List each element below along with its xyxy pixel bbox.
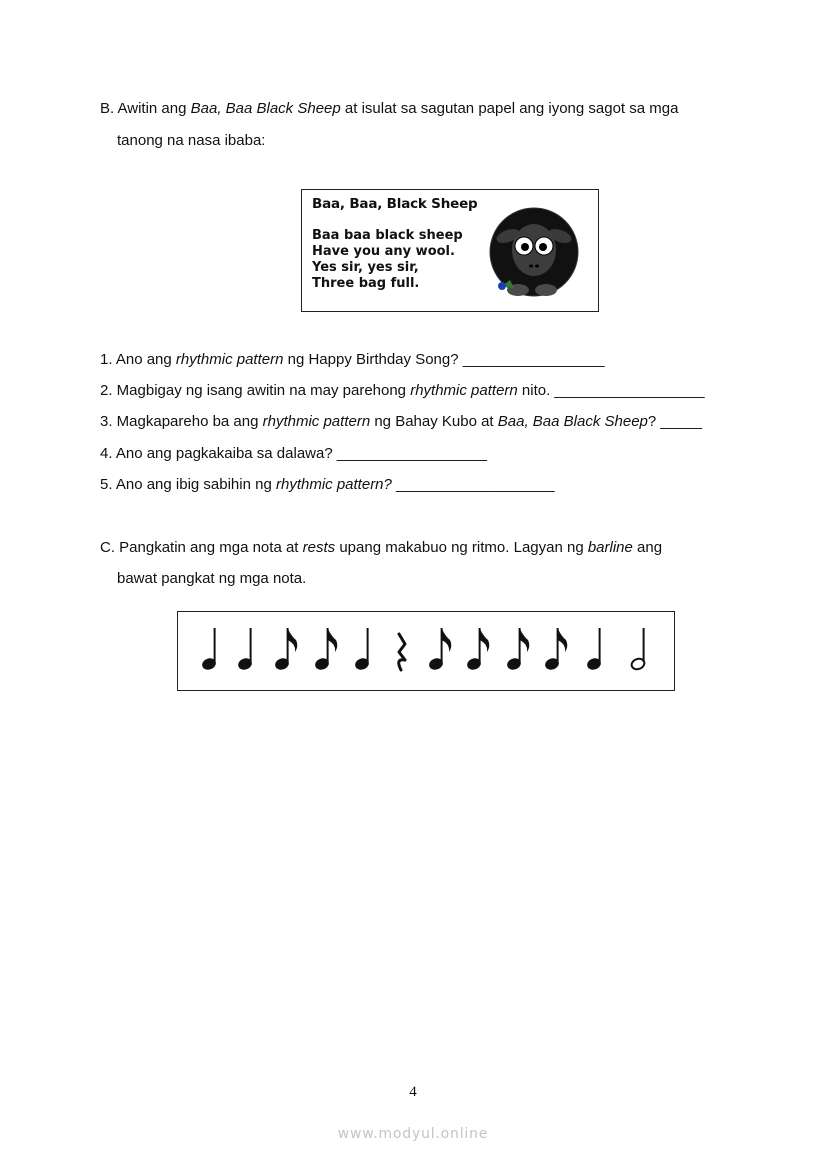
section-b-text: B. Awitin ang (100, 100, 191, 117)
section-c-instruction-cont: bawat pangkat ng mga nota. (117, 570, 307, 587)
page-number: 4 (409, 1084, 417, 1100)
q1-text: 1. Ano ang (100, 351, 176, 368)
eighth-note-icon (506, 628, 529, 671)
quarter-note-icon (237, 628, 253, 671)
eighth-note-icon (314, 628, 337, 671)
song-box-title: Baa, Baa, Black Sheep (312, 196, 478, 212)
eighth-note-icon (466, 628, 489, 671)
q3-term: rhythmic pattern (262, 413, 371, 430)
section-b-text-end: at isulat sa sagutan papel ang iyong sagot sa mga (340, 100, 679, 117)
question-2 (100, 382, 705, 400)
lyric-line-1: Baa baa black sheep (312, 228, 463, 243)
watermark: www.modyul.online (337, 1126, 489, 1142)
lyric-line-2: Have you any wool. (312, 244, 455, 259)
song-box (301, 189, 599, 312)
section-c-instruction (100, 539, 662, 557)
lyric-line-3: Yes sir, yes sir, (312, 260, 419, 275)
question-4: 4. Ano ang pagkakaiba sa dalawa? __________________ (100, 445, 488, 462)
q3-text: 3. Magkapareho ba ang (100, 413, 263, 430)
black-sheep-image (488, 206, 582, 300)
notes-box (177, 611, 675, 691)
notes-staff (178, 612, 674, 690)
q5-text: 5. Ano ang ibig sabihin ng (100, 476, 276, 493)
section-c-text: C. Pangkatin ang mga nota at (100, 539, 303, 556)
half-note-icon (630, 628, 646, 671)
q1-blank: ng Happy Birthday Song? _________________ (283, 351, 605, 368)
question-1 (100, 351, 605, 369)
eighth-note-icon (274, 628, 297, 671)
lyric-line-4: Three bag full. (312, 276, 420, 291)
term-rests: rests (302, 539, 336, 556)
eighth-note-icon (544, 628, 567, 671)
section-b-instruction-cont: tanong na nasa ibaba: (117, 132, 266, 149)
section-c-text-mid: upang makabuo ng ritmo. Lagyan ng (335, 539, 588, 556)
q5-term: rhythmic pattern? (275, 476, 392, 493)
q3-blank: ? _____ (647, 413, 703, 430)
q2-blank: nito. __________________ (517, 382, 705, 399)
eighth-note-icon (428, 628, 451, 671)
quarter-rest-note-icon (399, 634, 405, 670)
q2-term: rhythmic pattern (410, 382, 518, 399)
q3-mid: ng Bahay Kubo at (370, 413, 498, 430)
q2-text: 2. Magbigay ng isang awitin na may parehong (100, 382, 411, 399)
q5-blank: ___________________ (391, 476, 555, 493)
quarter-note-icon (354, 628, 370, 671)
q1-term: rhythmic pattern (175, 351, 284, 368)
q3-song: Baa, Baa Black Sheep (497, 413, 648, 430)
question-3 (100, 413, 702, 431)
section-c-text-end: ang (632, 539, 663, 556)
section-b-instruction (100, 100, 678, 118)
term-barline: barline (587, 539, 633, 556)
song-title-ref: Baa, Baa Black Sheep (190, 100, 341, 117)
quarter-note-icon (586, 628, 602, 671)
quarter-note-icon (201, 628, 217, 671)
question-5 (100, 476, 555, 494)
